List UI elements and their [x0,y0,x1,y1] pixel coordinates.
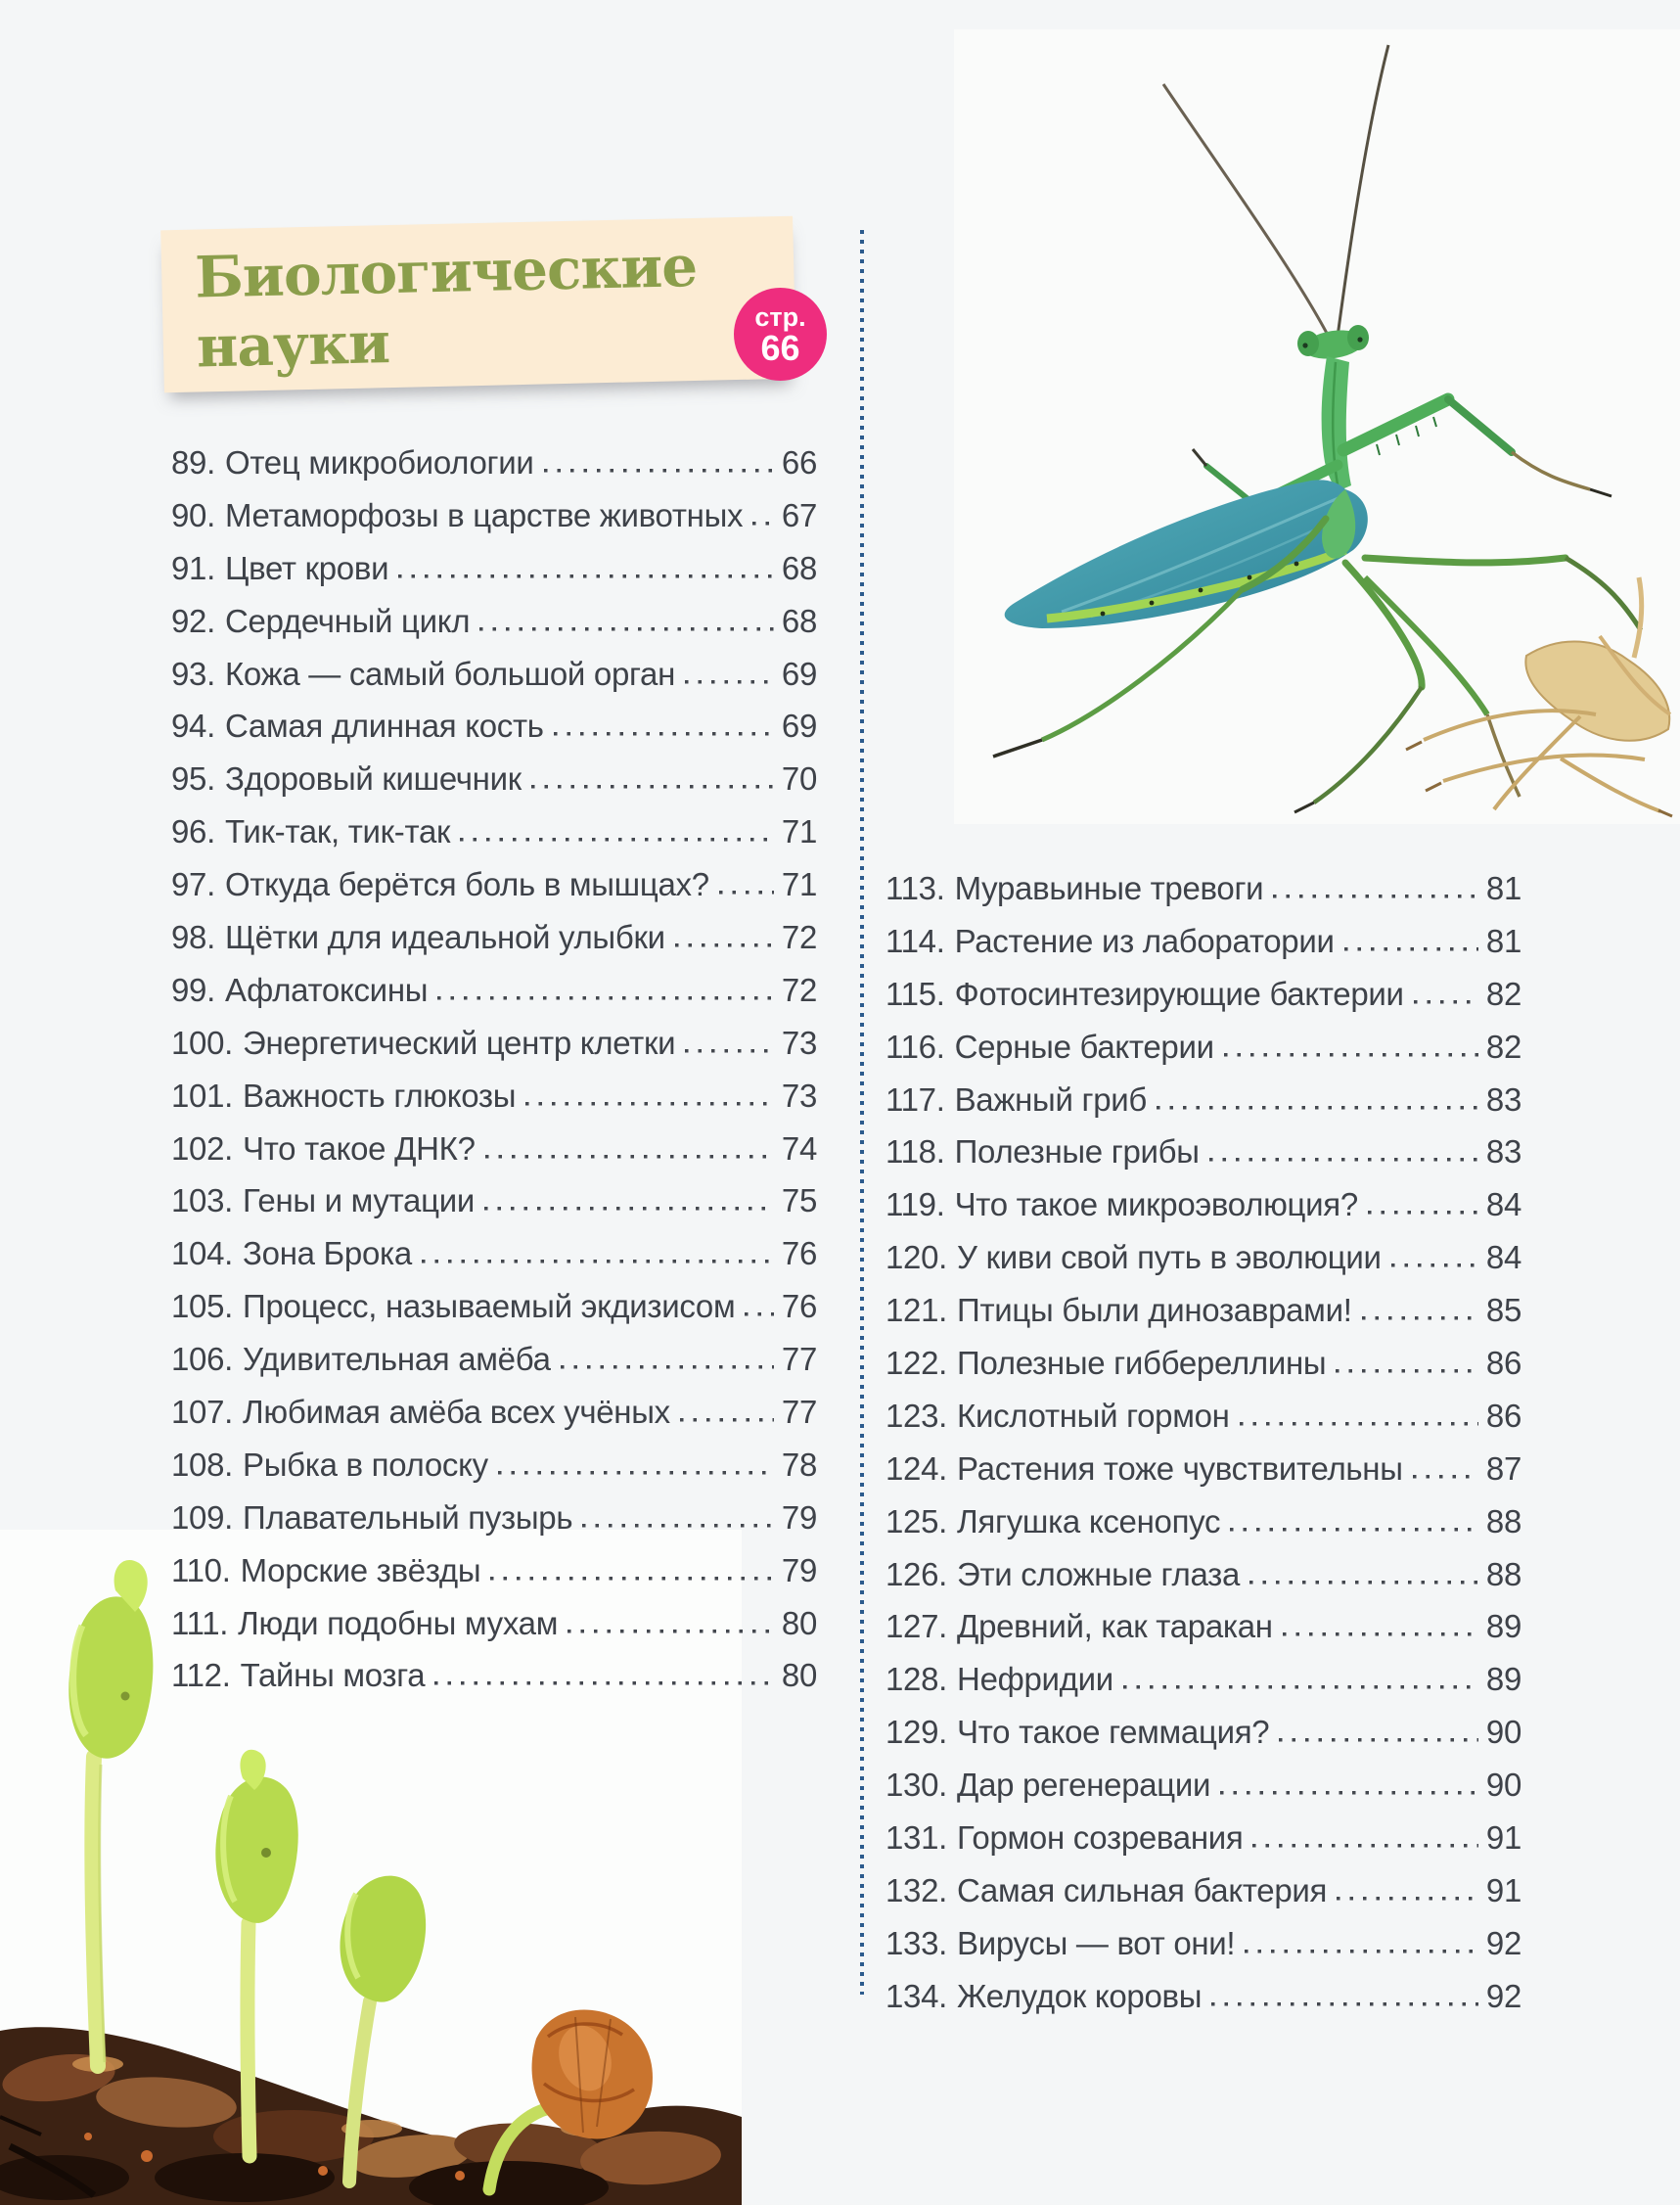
dot-leader [582,1492,774,1544]
toc-entry-page: 84 [1485,1239,1521,1276]
toc-entry-page: 89 [1485,1661,1521,1698]
toc-entry-number: 95. [171,760,215,798]
toc-entry [171,1492,817,1544]
dot-leader [675,911,774,964]
dot-leader [434,1649,774,1702]
toc-entry-title: Удивительная амёба [243,1341,551,1378]
toc-entry-number: 105. [171,1288,234,1325]
toc-entry [171,911,817,964]
dot-leader [544,436,774,489]
toc-entry-page: 82 [1485,1028,1521,1065]
dot-leader [719,858,774,911]
toc-entry-title: Рыбка в полоску [243,1446,488,1483]
dot-leader [561,1333,774,1386]
dot-leader [554,700,774,753]
toc-entry-page: 80 [781,1604,817,1641]
toc-entry-title: Энергетический центр клетки [243,1024,676,1061]
toc-entry-title: Гены и мутации [243,1182,475,1219]
toc-entry-number: 118. [885,1133,945,1171]
toc-entry-page: 77 [781,1341,817,1378]
toc-entry-title: Муравьиные тревоги [954,870,1264,906]
toc-entry-title: Процесс, называемый экдизисом [243,1288,736,1325]
toc-entry [171,1017,817,1070]
dot-leader [1230,1495,1478,1548]
toc-entry-number: 102. [171,1129,234,1167]
toc-entry-page: 79 [781,1551,817,1588]
toc-entry [885,1337,1521,1390]
toc-entry-number: 103. [171,1182,234,1219]
toc-entry-title: Тик-так, тик-так [224,813,451,850]
toc-entry-number: 94. [171,708,215,745]
toc-entry-title: Растение из лаборатории [954,922,1335,959]
toc-entry-title: Самая сильная бактерия [957,1871,1328,1908]
toc-entry [171,964,817,1017]
toc-entry-page: 92 [1485,1977,1521,2014]
toc-entry-page: 71 [781,813,817,850]
toc-entry-title: Нефридии [957,1661,1113,1698]
toc-entry [885,1706,1521,1759]
toc-entry-title: Важный гриб [954,1080,1148,1118]
toc-entry-title: Дар регенерации [957,1767,1211,1804]
dot-leader [460,805,774,858]
toc-entry [885,1125,1521,1178]
toc-entry [171,1280,817,1333]
toc-entry-number: 115. [885,975,945,1012]
dotted-divider [860,230,864,1995]
toc-entry [885,1443,1521,1495]
toc-entry-number: 98. [171,919,215,956]
toc-entry-title: Фотосинтезирующие бактерии [954,975,1404,1012]
toc-entry-number: 92. [171,602,215,639]
dot-leader [1391,1231,1478,1284]
dot-leader [680,1386,774,1439]
section-title-line2: науки [196,309,390,381]
toc-entry [171,595,817,648]
toc-entry-page: 90 [1485,1767,1521,1804]
toc-entry-title: Самая длинная кость [224,708,544,745]
toc-entry [171,1333,817,1386]
mantis-photo [954,29,1680,824]
toc-entry [171,700,817,753]
toc-entry [885,862,1521,915]
toc-entry-page: 86 [1485,1345,1521,1382]
toc-entry-number: 132. [885,1871,948,1908]
toc-entry-page: 66 [781,444,817,481]
toc-entry-number: 127. [885,1608,948,1645]
toc-entry-number: 100. [171,1024,234,1061]
toc-entry [171,1070,817,1123]
toc-entry-page: 80 [781,1657,817,1694]
toc-entry-page: 72 [781,971,817,1008]
toc-entry-page: 74 [781,1129,817,1167]
toc-right-column [885,862,1521,2023]
toc-entry-page: 81 [1485,870,1521,906]
toc-entry-title: Кислотный гормон [957,1397,1230,1434]
dot-leader [1224,1021,1478,1074]
toc-entry-title: Важность глюкозы [243,1077,517,1114]
toc-entry-page: 83 [1485,1080,1521,1118]
toc-entry [171,1649,817,1702]
toc-entry-title: Что такое микроэволюция? [954,1186,1358,1223]
toc-entry [885,1390,1521,1443]
toc-entry-number: 96. [171,813,215,850]
dot-leader [479,595,774,648]
toc-entry [885,1600,1521,1653]
toc-entry [885,1231,1521,1284]
toc-entry [171,1597,817,1650]
toc-entry-title: Птицы были динозаврами! [957,1292,1352,1329]
toc-entry [885,915,1521,968]
dot-leader [1220,1759,1478,1812]
dot-leader [1336,1337,1478,1390]
dot-leader [1252,1812,1477,1864]
toc-entry-title: Желудок коровы [957,1977,1203,2014]
toc-entry-number: 93. [171,655,215,692]
toc-entry-title: Сердечный цикл [224,602,471,639]
toc-entry-page: 92 [1485,1924,1521,1961]
toc-entry-page: 72 [781,919,817,956]
toc-entry [171,542,817,595]
toc-entry-page: 76 [781,1235,817,1272]
toc-entry-title: Эти сложные глаза [957,1555,1241,1592]
toc-entry [171,1123,817,1175]
toc-entry-page: 69 [781,708,817,745]
toc-entry [885,1021,1521,1074]
toc-entry [885,1548,1521,1601]
dot-leader [531,753,774,805]
toc-entry [171,436,817,489]
dot-leader [1209,1125,1478,1178]
toc-entry-page: 69 [781,655,817,692]
toc-entry-title: Отец микробиологии [224,444,534,481]
toc-entry-number: 126. [885,1555,948,1592]
dot-leader [1211,1970,1478,2023]
toc-entry-number: 111. [171,1604,229,1641]
toc-entry-title: Лягушка ксенопус [957,1502,1221,1539]
toc-entry-page: 76 [781,1288,817,1325]
toc-entry-title: Метаморфозы в царстве животных [224,496,744,533]
toc-entry [885,1074,1521,1126]
dot-leader [1413,1443,1478,1495]
toc-entry-number: 91. [171,549,215,586]
toc-entry-number: 116. [885,1028,945,1065]
toc-entry-number: 90. [171,496,215,533]
toc-entry-page: 70 [781,760,817,798]
toc-entry-number: 125. [885,1502,948,1539]
toc-entry-title: Кожа — самый большой орган [224,655,676,692]
dot-leader [437,964,774,1017]
toc-entry-number: 133. [885,1924,948,1961]
toc-entry-number: 130. [885,1767,948,1804]
dot-leader [745,1280,774,1333]
toc-entry-title: Что такое ДНК? [243,1129,476,1167]
toc-entry-page: 83 [1485,1133,1521,1171]
toc-entry-number: 89. [171,444,215,481]
toc-entry-title: Полезные грибы [954,1133,1200,1171]
toc-entry-page: 77 [781,1394,817,1431]
toc-entry [171,648,817,701]
toc-entry-number: 120. [885,1239,948,1276]
toc-entry-title: У киви свой путь в эволюции [957,1239,1382,1276]
toc-entry-title: Что такое геммация? [957,1714,1270,1751]
dot-leader [1279,1706,1478,1759]
toc-entry-page: 85 [1485,1292,1521,1329]
dot-leader [485,1123,774,1175]
toc-entry-title: Цвет крови [224,549,389,586]
dot-leader [1240,1390,1478,1443]
toc-entry-number: 124. [885,1449,948,1487]
toc-entry-title: Вирусы — вот они! [957,1924,1236,1961]
toc-entry-page: 84 [1485,1186,1521,1223]
toc-entry-title: Тайны мозга [240,1657,426,1694]
toc-entry [885,1864,1521,1917]
toc-entry-number: 106. [171,1341,234,1378]
toc-entry-number: 97. [171,866,215,903]
toc-entry [171,1386,817,1439]
toc-entry-title: Афлатоксины [224,971,429,1008]
toc-entry-page: 82 [1485,975,1521,1012]
toc-entry-title: Здоровый кишечник [224,760,522,798]
dot-leader [685,648,774,701]
toc-entry-number: 107. [171,1394,234,1431]
toc-entry-title: Плавательный пузырь [243,1498,573,1536]
toc-entry [885,1917,1521,1970]
toc-entry-page: 86 [1485,1397,1521,1434]
toc-entry-title: Растения тоже чувствительны [957,1449,1403,1487]
dot-leader [490,1544,774,1597]
toc-entry-number: 119. [885,1186,945,1223]
toc-entry-title: Серные бактерии [954,1028,1214,1065]
dot-leader [568,1597,774,1650]
toc-entry-number: 122. [885,1345,948,1382]
dot-leader [398,542,774,595]
toc-entry-number: 99. [171,971,215,1008]
page-badge-number: 66 [760,327,800,368]
toc-entry-title: Любимая амёба всех учёных [243,1394,670,1431]
toc-entry-page: 87 [1485,1449,1521,1487]
toc-entry-number: 108. [171,1446,234,1483]
toc-entry [171,805,817,858]
toc-entry-number: 114. [885,922,945,959]
dot-leader [1337,1864,1478,1917]
toc-entry-number: 123. [885,1397,948,1434]
toc-entry-page: 90 [1485,1714,1521,1751]
dot-leader [752,489,774,542]
toc-entry [885,1178,1521,1231]
toc-entry [885,1812,1521,1864]
toc-entry [171,858,817,911]
dot-leader [1362,1284,1478,1337]
toc-entry-number: 112. [171,1657,231,1694]
dot-leader [1157,1074,1478,1126]
toc-entry-title: Морские звёзды [240,1551,481,1588]
dot-leader [1283,1600,1478,1653]
toc-entry-page: 68 [781,602,817,639]
toc-entry-number: 109. [171,1498,234,1536]
toc-entry-number: 131. [885,1819,948,1857]
toc-entry [885,1284,1521,1337]
toc-entry [171,1544,817,1597]
toc-entry-title: Щётки для идеальной улыбки [224,919,665,956]
toc-entry-page: 75 [781,1182,817,1219]
section-title [160,216,795,384]
dot-leader [1249,1548,1478,1601]
toc-entry [171,753,817,805]
toc-entry-page: 91 [1485,1871,1521,1908]
toc-entry-page: 73 [781,1077,817,1114]
toc-entry-number: 101. [171,1077,234,1114]
toc-entry-page: 79 [781,1498,817,1536]
toc-entry-number: 129. [885,1714,948,1751]
toc-entry-number: 121. [885,1292,948,1329]
dot-leader [422,1227,774,1280]
toc-entry-page: 71 [781,866,817,903]
toc-entry-title: Гормон созревания [957,1819,1244,1857]
dot-leader [498,1439,774,1492]
toc-entry-number: 113. [885,870,945,906]
toc-entry [885,968,1521,1021]
dot-leader [484,1174,774,1227]
toc-entry-number: 128. [885,1661,948,1698]
toc-entry-page: 81 [1485,922,1521,959]
toc-entry-number: 110. [171,1551,231,1588]
toc-entry-title: Откуда берётся боль в мышцах? [224,866,709,903]
toc-entry-page: 88 [1485,1502,1521,1539]
section-title-line1: Биологические [194,232,698,311]
dot-leader [1273,862,1478,915]
toc-entry-page: 78 [781,1446,817,1483]
dot-leader [1414,968,1478,1021]
toc-entry-title: Зона Брока [243,1235,412,1272]
toc-entry-number: 117. [885,1080,945,1118]
toc-entry-page: 67 [781,496,817,533]
toc-entry-title: Полезные гиббереллины [957,1345,1327,1382]
toc-entry [171,1439,817,1492]
toc-left-column [171,436,817,1702]
dot-leader [1368,1178,1478,1231]
section-header-box [160,216,796,393]
page-badge [734,288,827,381]
toc-entry-page: 88 [1485,1555,1521,1592]
dot-leader [1344,915,1478,968]
toc-entry-page: 73 [781,1024,817,1061]
toc-entry-page: 91 [1485,1819,1521,1857]
dot-leader [525,1070,774,1123]
toc-entry-title: Древний, как таракан [957,1608,1273,1645]
dot-leader [1245,1917,1478,1970]
page-badge-label: стр. [754,301,806,332]
toc-entry [885,1495,1521,1548]
toc-entry-page: 89 [1485,1608,1521,1645]
toc-entry [171,1174,817,1227]
toc-entry [885,1653,1521,1706]
toc-entry-number: 104. [171,1235,234,1272]
toc-entry [171,1227,817,1280]
toc-entry-page: 68 [781,549,817,586]
toc-entry-title: Люди подобны мухам [238,1604,559,1641]
toc-entry [885,1970,1521,2023]
dot-leader [1123,1653,1478,1706]
toc-entry [171,489,817,542]
toc-entry-number: 134. [885,1977,948,2014]
dot-leader [685,1017,774,1070]
toc-entry [885,1759,1521,1812]
